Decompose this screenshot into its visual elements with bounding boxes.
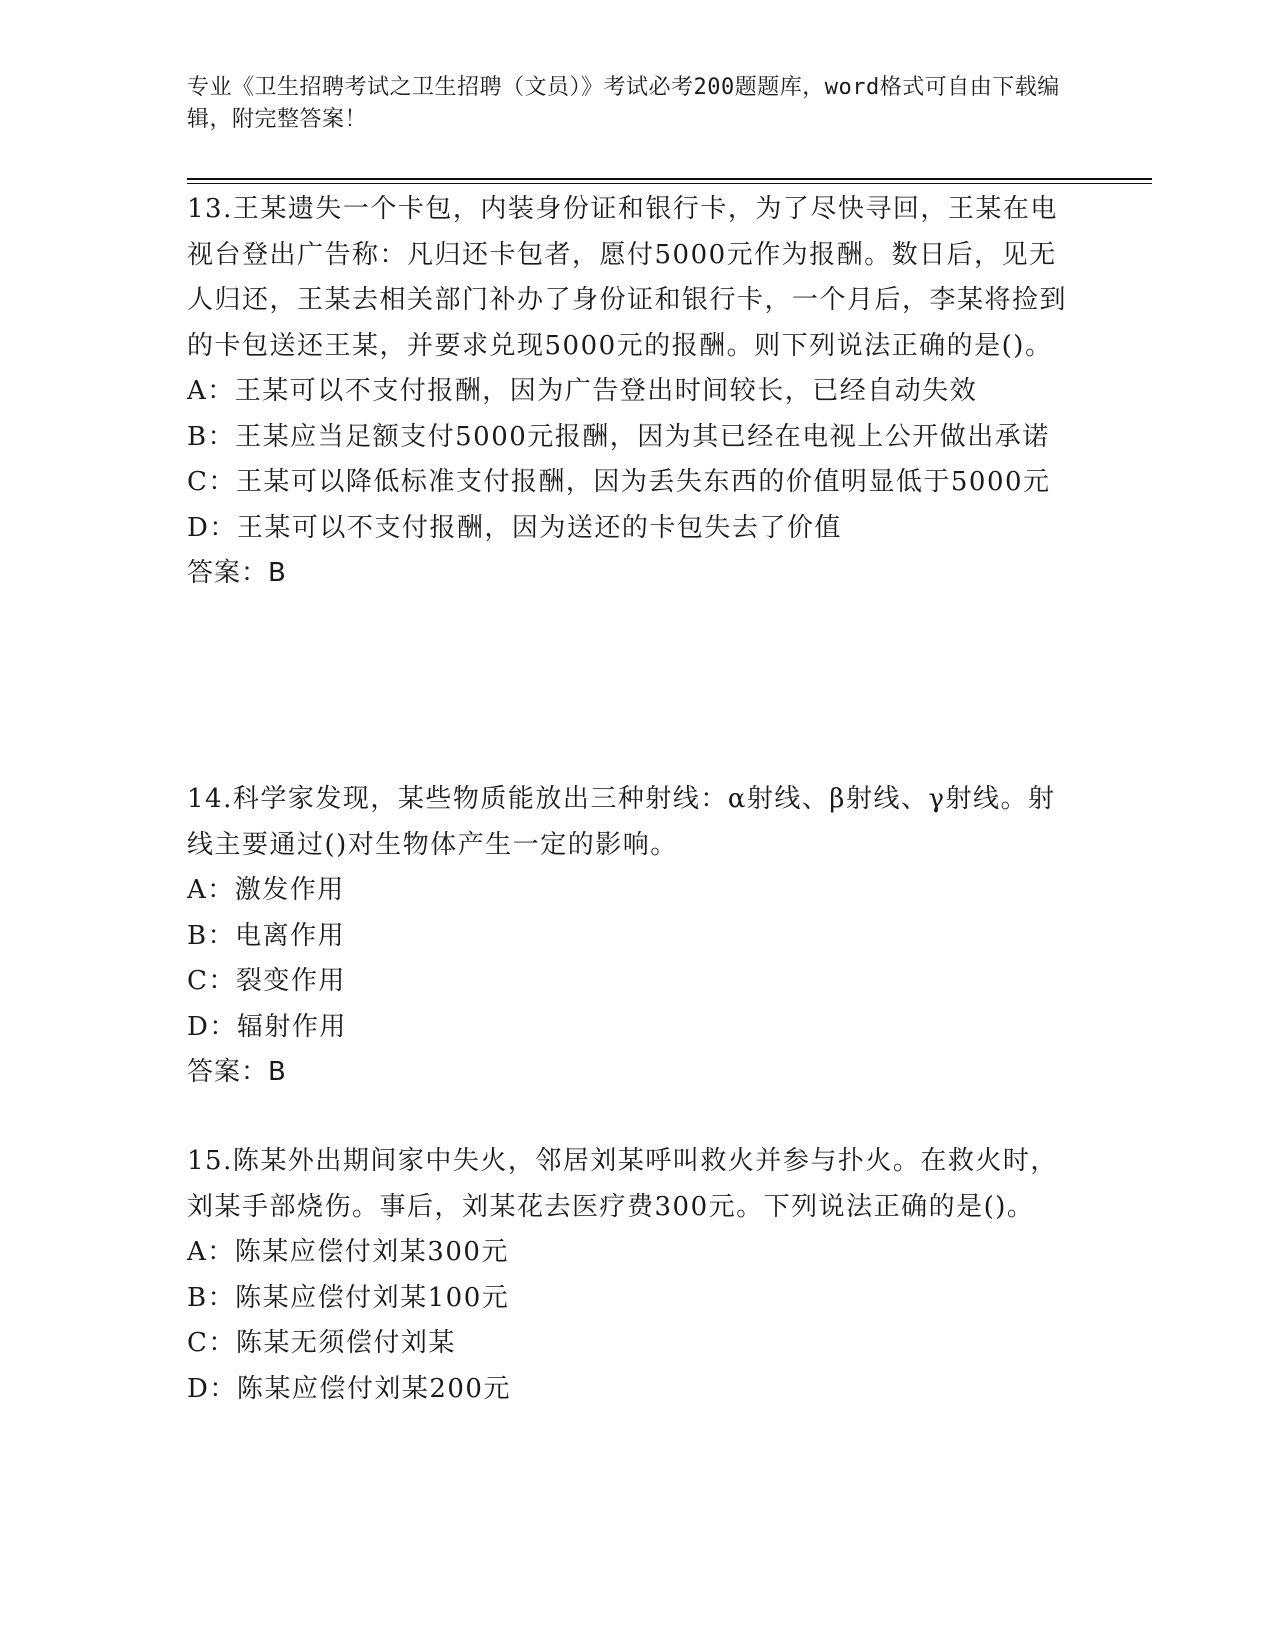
- question-stem: 13.王某遗失一个卡包，内装身份证和银行卡，为了尽快寻回，王某在电视台登出广告称：凡归还卡包者，愿付5000元作为报酬。数日后，见无人归还，王某去相关部门补办了身份证和银行卡，一个月后，李某将捡到的卡包送还王某，并要求兑现5000元的报酬。则下列说法正确的是()。: [187, 194, 1068, 361]
- question-13: [187, 187, 1067, 597]
- option-a: A：激发作用: [187, 875, 345, 905]
- question-14: [187, 777, 1067, 1096]
- option-b: B：王某应当足额支付5000元报酬，因为其已经在电视上公开做出承诺: [187, 421, 1050, 452]
- question-stem: 14.科学家发现，某些物质能放出三种射线：α射线、β射线、γ射线。射线主要通过()对生物体产生一定的影响。: [187, 784, 1056, 860]
- option-c: C：陈某无须偿付刘某: [187, 1328, 456, 1358]
- option-b: B：陈某应偿付刘某100元: [187, 1282, 510, 1313]
- answer: 答案：B: [187, 1057, 287, 1087]
- question-stem: 15.陈某外出期间家中失火，邻居刘某呼叫救火并参与扑火。在救火时，刘某手部烧伤。事后，刘某花去医疗费300元。下列说法正确的是()。: [187, 1146, 1058, 1222]
- option-a: A：王某可以不支付报酬，因为广告登出时间较长，已经自动失效: [187, 376, 978, 406]
- option-d: D：王某可以不支付报酬，因为送还的卡包失去了价值: [187, 512, 842, 543]
- option-c: C：裂变作用: [187, 966, 346, 996]
- option-b: B：电离作用: [187, 920, 346, 951]
- document-header: 专业《卫生招聘考试之卫生招聘（文员）》考试必考200题题库，word格式可自由下载编辑，附完整答案！: [187, 75, 1060, 132]
- answer: 答案：B: [187, 558, 287, 588]
- header-divider: [187, 178, 1152, 180]
- question-15: [187, 1139, 1067, 1412]
- option-a: A：陈某应偿付刘某300元: [187, 1237, 509, 1267]
- option-d: D：辐射作用: [187, 1011, 347, 1042]
- option-c: C：王某可以降低标准支付报酬，因为丢失东西的价值明显低于5000元: [187, 467, 1051, 497]
- option-d: D：陈某应偿付刘某200元: [187, 1373, 511, 1404]
- header-divider-thin: [187, 183, 1152, 184]
